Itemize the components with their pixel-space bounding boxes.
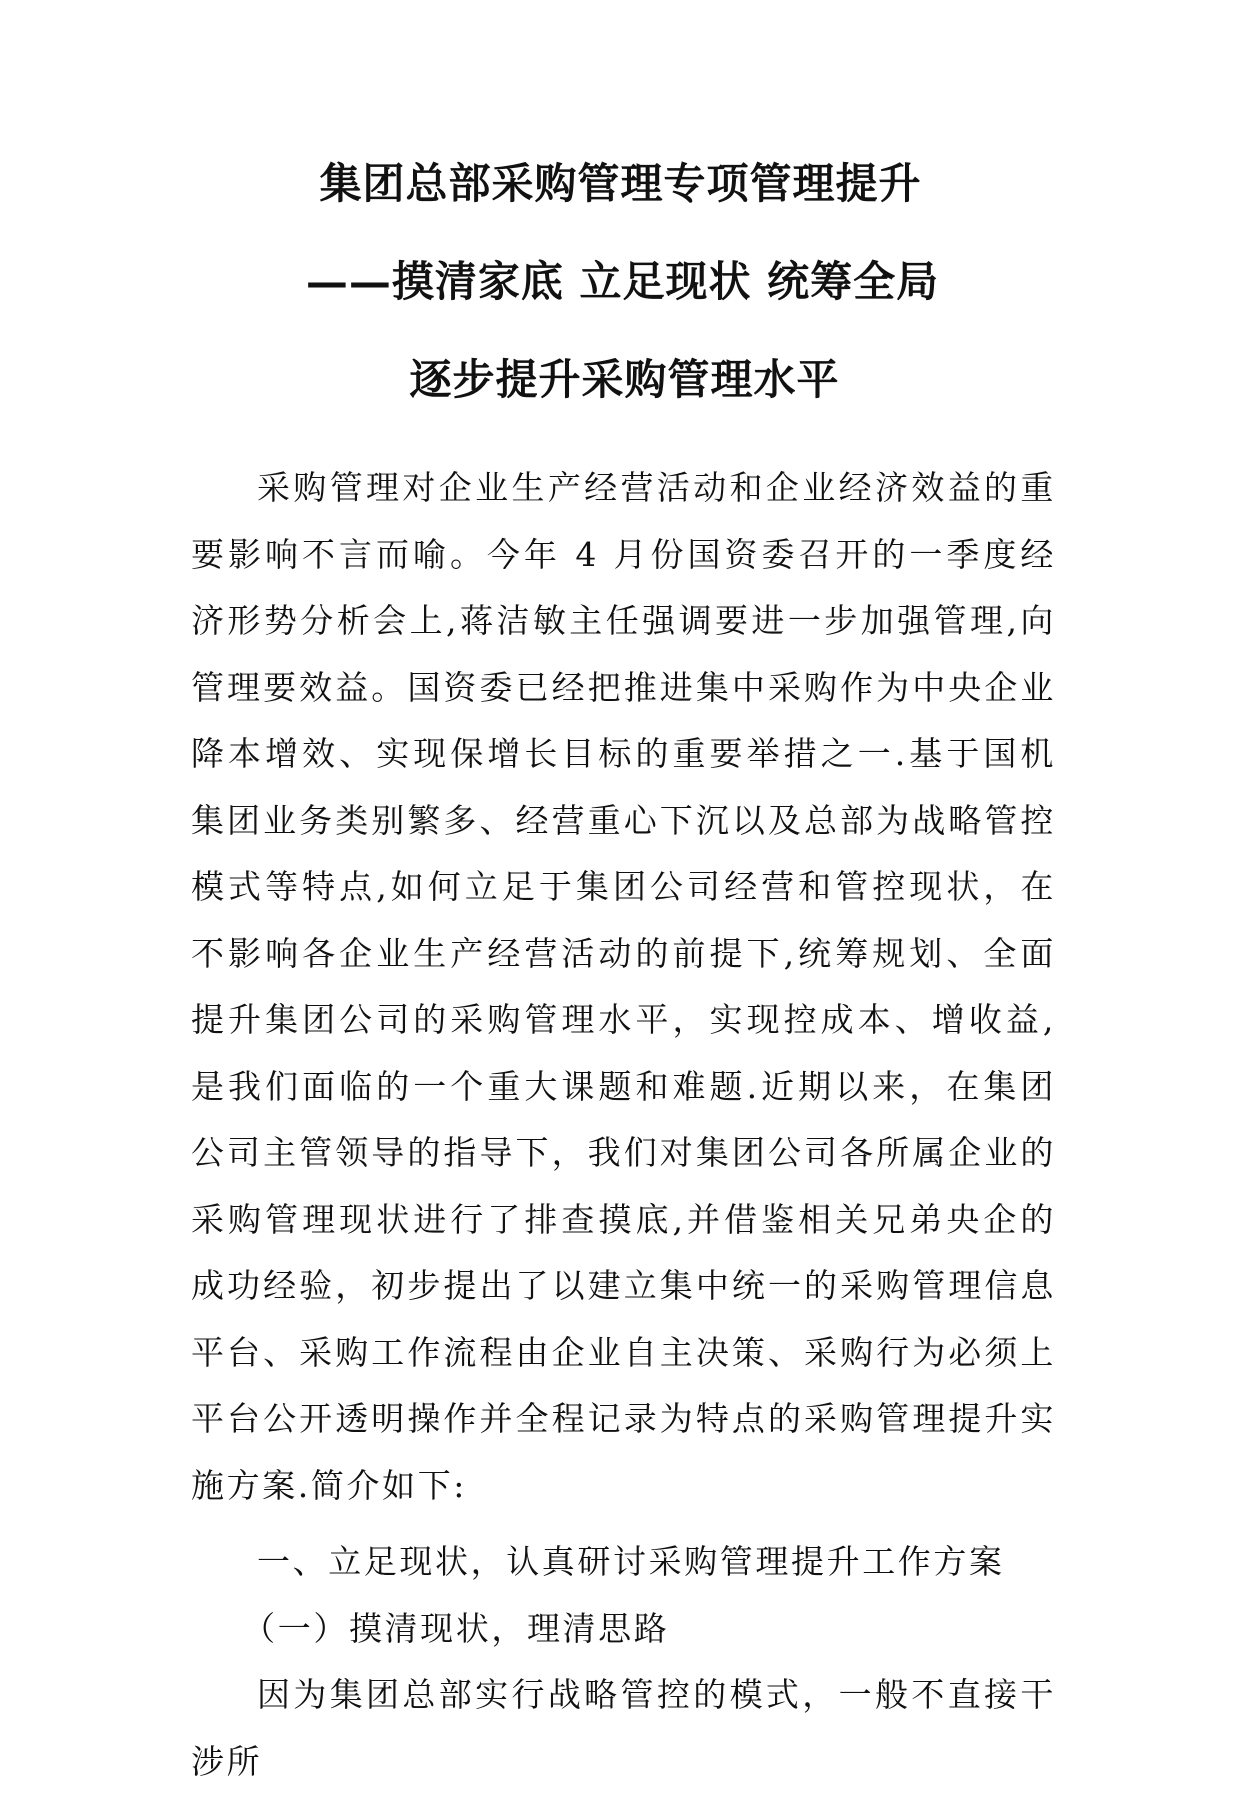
intro-paragraph: 采购管理对企业生产经营活动和企业经济效益的重要影响不言而喻。今年 4 月份国资委召开的一季度经济形势分析会上,蒋洁敏主任强调要进一步加强管理,向管理要效益。国资委已经把推进集中采购作为中央企业降本增效、实现保增长目标的重要举措之一.基于国机集团业务类别繁多、经营重心下沉以及总部为战略管控模式等特点,如何立足于集团公司经营和管控现状，在不影响各企业生产经营活动的前提下,统筹规划、全面提升集团公司的采购管理水平，实现控成本、增收益,是我们面临的一个重大课题和难题.近期以来，在集团公司主管领导的指导下，我们对集团公司各所属企业的采购管理现状进行了排查摸底,并借鉴相关兄弟央企的成功经验，初步提出了以建立集中统一的采购管理信息平台、采购工作流程由企业自主决策、采购行为必须上平台公开透明操作并全程记录为特点的采购管理提升实施方案.简介如下:: [191, 468, 1056, 1505]
title-line-3: 逐步提升采购管理水平: [409, 355, 840, 404]
subsection-heading-1: （一）摸清现状，理清思路: [242, 1608, 670, 1648]
document-title: [0, 159, 1241, 457]
document-body: [191, 455, 1056, 1795]
section-1-paragraph: 因为集团总部实行战略管控的模式，一般不直接干涉所: [191, 1675, 1056, 1781]
section-heading-1: 一、立足现状，认真研讨采购管理提升工作方案: [257, 1542, 1005, 1581]
title-line-2: ——摸清家底 立足现状 统筹全局: [305, 257, 940, 306]
title-line-1: 集团总部采购管理专项管理提升: [319, 159, 922, 208]
